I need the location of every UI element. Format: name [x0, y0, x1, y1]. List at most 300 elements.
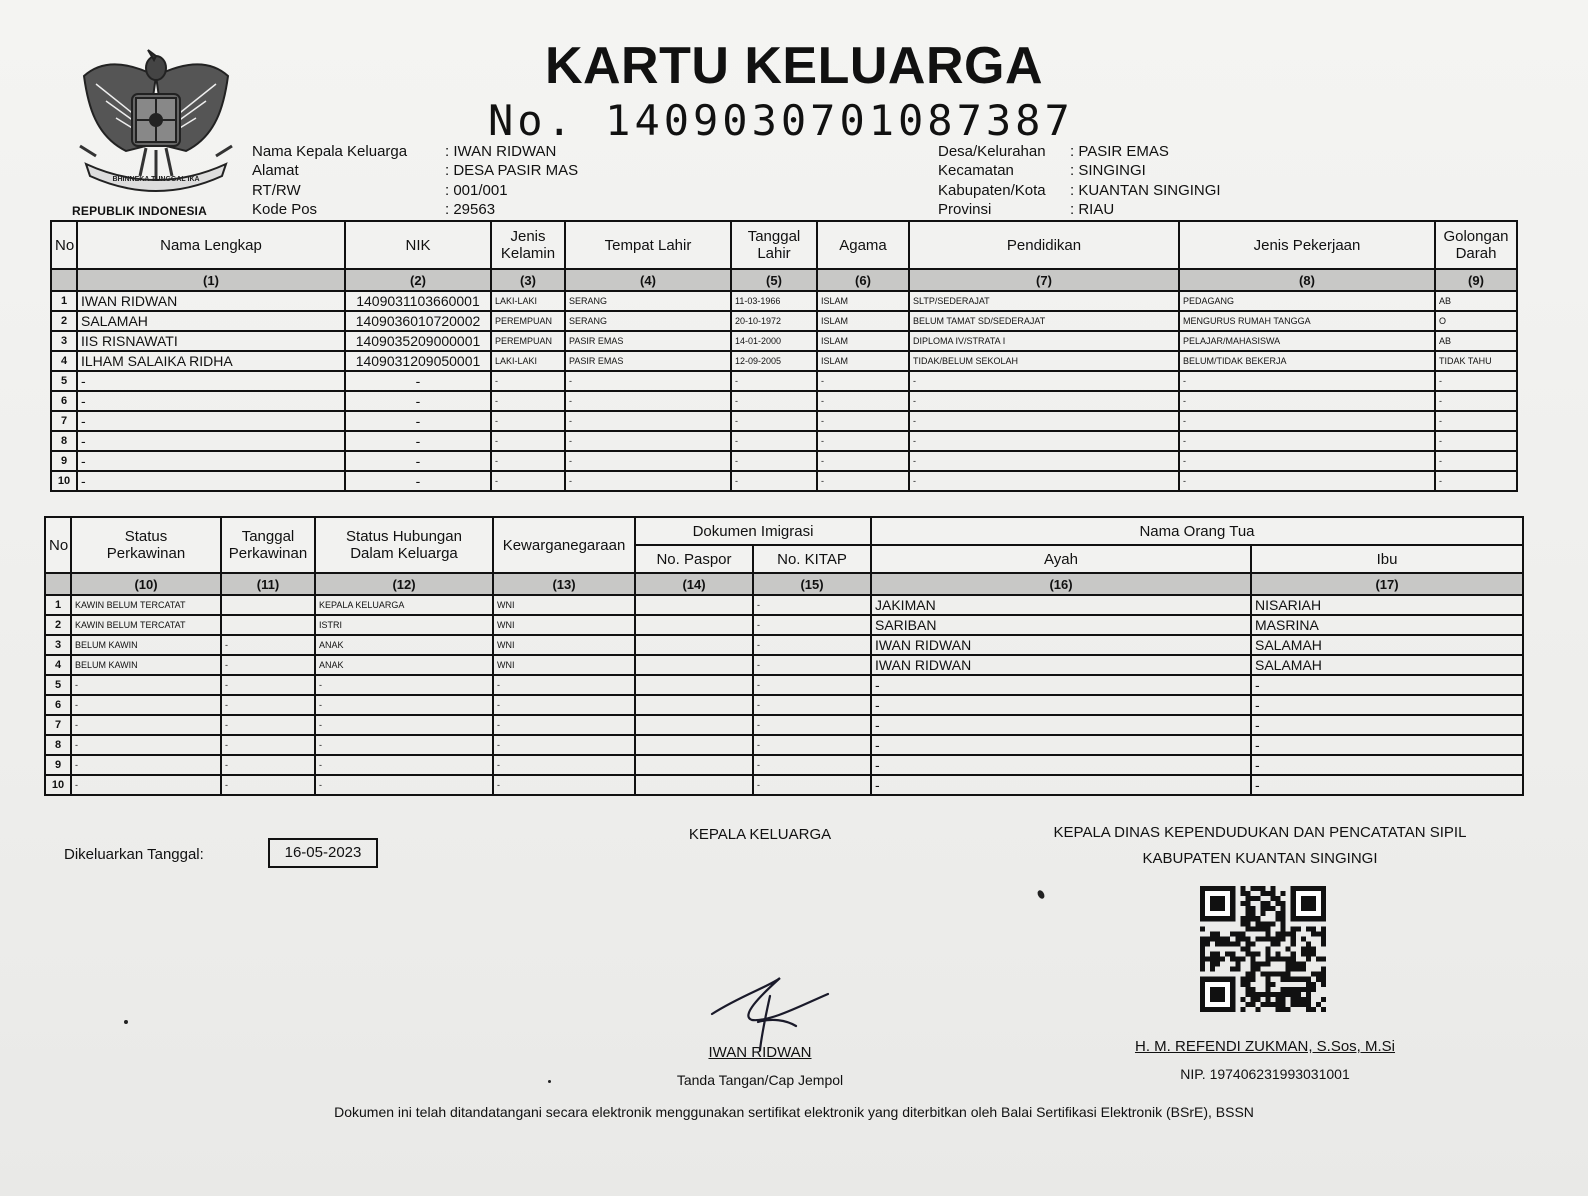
- number-value: 1409030701087387: [605, 96, 1074, 145]
- t2-cell-ayah: -: [871, 675, 1251, 695]
- t2-cell-no-kitap: -: [753, 675, 871, 695]
- t2-cell-status-perkawinan: KAWIN BELUM TERCATAT: [71, 615, 221, 635]
- t2-cell-kewarganegaraan: -: [493, 715, 635, 735]
- header_right-row: [938, 200, 1221, 219]
- t1-cell-jenis-kelamin: PEREMPUAN: [491, 311, 565, 331]
- t1-cell-jenis-kelamin: -: [491, 371, 565, 391]
- t1-cell-no: 5: [51, 371, 77, 391]
- t1-cell-nama-lengkap: IWAN RIDWAN: [77, 291, 345, 311]
- table-row: [45, 675, 1523, 695]
- t1-cell-tanggal-lahir: 14-01-2000: [731, 331, 817, 351]
- issued-date: 16-05-2023: [268, 838, 378, 868]
- table-row: [51, 331, 1517, 351]
- dinas-line-1: KEPALA DINAS KEPENDUDUKAN DAN PENCATATAN SIPIL: [1053, 824, 1467, 841]
- t1-cell-nik: 1409031209050001: [345, 351, 491, 371]
- t2-cell-kewarganegaraan: -: [493, 755, 635, 775]
- t1-cell-tempat-lahir: SERANG: [565, 291, 731, 311]
- t1-cell-jenis-kelamin: PEREMPUAN: [491, 331, 565, 351]
- t1-cell-pendidikan: -: [909, 411, 1179, 431]
- index-cell: (12): [315, 573, 493, 595]
- t1-cell-jenis-kelamin: -: [491, 431, 565, 451]
- t1-cell-golongan-darah: TIDAK TAHU: [1435, 351, 1517, 371]
- header_right-row: [938, 161, 1221, 180]
- t1-cell-agama: -: [817, 431, 909, 451]
- index-cell: (9): [1435, 269, 1517, 291]
- t2-header-status-perkawinan: Status Perkawinan: [71, 517, 221, 573]
- t2-cell-status-perkawinan: -: [71, 735, 221, 755]
- header_right-label: Kecamatan: [938, 162, 1014, 180]
- t2-cell-status-hubungan: ANAK: [315, 655, 493, 675]
- header_left-row: [252, 181, 578, 200]
- document-number: [488, 96, 1074, 145]
- t2-cell-no-paspor: [635, 715, 753, 735]
- t2-header-ibu: Ibu: [1251, 545, 1523, 573]
- t1-cell-tanggal-lahir: 11-03-1966: [731, 291, 817, 311]
- t1-cell-tempat-lahir: -: [565, 451, 731, 471]
- speck: [548, 1080, 551, 1083]
- t2-cell-tanggal-perkawinan: -: [221, 655, 315, 675]
- t2-cell-kewarganegaraan: WNI: [493, 655, 635, 675]
- t2-cell-no: 9: [45, 755, 71, 775]
- t1-cell-agama: ISLAM: [817, 331, 909, 351]
- t1-cell-golongan-darah: -: [1435, 411, 1517, 431]
- t2-cell-ibu: SALAMAH: [1251, 655, 1523, 675]
- header_right-label: Kabupaten/Kota: [938, 181, 1046, 199]
- t1-cell-tanggal-lahir: -: [731, 391, 817, 411]
- table-row: [45, 715, 1523, 735]
- t2-cell-ibu: -: [1251, 675, 1523, 695]
- t2-header-ayah: Ayah: [871, 545, 1251, 573]
- t1-cell-agama: ISLAM: [817, 351, 909, 371]
- t2-cell-no-paspor: [635, 635, 753, 655]
- t2-cell-ibu: -: [1251, 775, 1523, 795]
- index-cell: (16): [871, 573, 1251, 595]
- header_left-value: : IWAN RIDWAN: [445, 143, 557, 160]
- t2-cell-no: 5: [45, 675, 71, 695]
- t2-cell-kewarganegaraan: WNI: [493, 635, 635, 655]
- t2-cell-ayah: -: [871, 695, 1251, 715]
- table-row: [45, 635, 1523, 655]
- t2-cell-ibu: -: [1251, 755, 1523, 775]
- speck: [124, 1020, 128, 1024]
- t1-header-no: No: [51, 221, 77, 269]
- t2-cell-status-hubungan: -: [315, 735, 493, 755]
- t1-cell-nama-lengkap: -: [77, 451, 345, 471]
- t1-cell-pendidikan: -: [909, 371, 1179, 391]
- t2-header-no-paspor: No. Paspor: [635, 545, 753, 573]
- t2-cell-status-hubungan: -: [315, 695, 493, 715]
- index-cell: (5): [731, 269, 817, 291]
- t2-cell-tanggal-perkawinan: -: [221, 755, 315, 775]
- t2-cell-no-paspor: [635, 735, 753, 755]
- table-row: [51, 371, 1517, 391]
- t1-cell-nik: -: [345, 391, 491, 411]
- t2-cell-no: 2: [45, 615, 71, 635]
- t2-cell-kewarganegaraan: -: [493, 675, 635, 695]
- t1-header-agama: Agama: [817, 221, 909, 269]
- index-cell: (1): [77, 269, 345, 291]
- index-cell: [51, 269, 77, 291]
- t2-cell-status-perkawinan: BELUM KAWIN: [71, 635, 221, 655]
- t2-cell-kewarganegaraan: -: [493, 775, 635, 795]
- t2-cell-no: 1: [45, 595, 71, 615]
- t1-cell-jenis-kelamin: -: [491, 471, 565, 491]
- index-cell: (2): [345, 269, 491, 291]
- t1-cell-pendidikan: SLTP/SEDERAJAT: [909, 291, 1179, 311]
- t1-header-tempat-lahir: Tempat Lahir: [565, 221, 731, 269]
- t1-cell-tempat-lahir: SERANG: [565, 311, 731, 331]
- t1-cell-nik: -: [345, 411, 491, 431]
- document-title: KARTU KELUARGA: [544, 37, 1044, 95]
- t1-cell-nama-lengkap: SALAMAH: [77, 311, 345, 331]
- t2-cell-status-perkawinan: KAWIN BELUM TERCATAT: [71, 595, 221, 615]
- t1-cell-jenis-pekerjaan: BELUM/TIDAK BEKERJA: [1179, 351, 1435, 371]
- t2-cell-ayah: IWAN RIDWAN: [871, 635, 1251, 655]
- t2-cell-ayah: -: [871, 735, 1251, 755]
- t1-header-nama-lengkap: Nama Lengkap: [77, 221, 345, 269]
- header_right-label: Desa/Kelurahan: [938, 143, 1046, 160]
- t1-cell-nik: -: [345, 431, 491, 451]
- t1-cell-nik: -: [345, 451, 491, 471]
- t1-cell-golongan-darah: -: [1435, 451, 1517, 471]
- t2-cell-tanggal-perkawinan: [221, 615, 315, 635]
- t2-cell-no-paspor: [635, 655, 753, 675]
- t1-cell-agama: -: [817, 411, 909, 431]
- t2-cell-no-kitap: -: [753, 755, 871, 775]
- t1-cell-golongan-darah: -: [1435, 371, 1517, 391]
- t1-header-tanggal-lahir: Tanggal Lahir: [731, 221, 817, 269]
- official-nip: NIP. 197406231993031001: [1180, 1066, 1350, 1082]
- t2-cell-tanggal-perkawinan: -: [221, 675, 315, 695]
- table-row: [45, 655, 1523, 675]
- t1-cell-pendidikan: TIDAK/BELUM SEKOLAH: [909, 351, 1179, 371]
- electronic-signature-disclaimer: Dokumen ini telah ditandatangani secara elektronik menggunakan sertifikat elektronik yang diterbitkan oleh Balai Sertifikasi Elektronik (BSrE), BSSN: [334, 1104, 1254, 1120]
- t2-cell-tanggal-perkawinan: -: [221, 735, 315, 755]
- t2-cell-tanggal-perkawinan: -: [221, 775, 315, 795]
- t2-cell-ibu: -: [1251, 715, 1523, 735]
- t1-cell-agama: -: [817, 371, 909, 391]
- t2-cell-no: 7: [45, 715, 71, 735]
- dinas-title: [1020, 820, 1500, 872]
- table-row: [45, 755, 1523, 775]
- t1-cell-jenis-pekerjaan: -: [1179, 391, 1435, 411]
- header_left-label: RT/RW: [252, 181, 301, 199]
- t1-cell-no: 9: [51, 451, 77, 471]
- t1-cell-jenis-pekerjaan: PELAJAR/MAHASISWA: [1179, 331, 1435, 351]
- index-cell: (14): [635, 573, 753, 595]
- t2-cell-no-kitap: -: [753, 615, 871, 635]
- t1-cell-pendidikan: -: [909, 391, 1179, 411]
- t2-cell-tanggal-perkawinan: -: [221, 695, 315, 715]
- t1-cell-no: 3: [51, 331, 77, 351]
- index-cell: (13): [493, 573, 635, 595]
- t1-cell-golongan-darah: AB: [1435, 291, 1517, 311]
- header_right-value: : SINGINGI: [1070, 162, 1146, 180]
- t2-cell-no: 4: [45, 655, 71, 675]
- t1-cell-agama: -: [817, 471, 909, 491]
- t2-cell-no-kitap: -: [753, 635, 871, 655]
- header_left-value: : DESA PASIR MAS: [445, 162, 579, 180]
- header_right-value: : RIAU: [1070, 201, 1115, 219]
- t1-cell-pendidikan: -: [909, 471, 1179, 491]
- t2-cell-no-kitap: -: [753, 775, 871, 795]
- table-row: [45, 735, 1523, 755]
- t2-cell-no-paspor: [635, 615, 753, 635]
- t2-cell-status-perkawinan: -: [71, 775, 221, 795]
- t1-cell-jenis-kelamin: -: [491, 451, 565, 471]
- t1-cell-pendidikan: BELUM TAMAT SD/SEDERAJAT: [909, 311, 1179, 331]
- t1-cell-tanggal-lahir: 20-10-1972: [731, 311, 817, 331]
- t1-cell-no: 10: [51, 471, 77, 491]
- t1-cell-jenis-pekerjaan: -: [1179, 471, 1435, 491]
- t1-cell-agama: ISLAM: [817, 311, 909, 331]
- t2-cell-status-hubungan: -: [315, 775, 493, 795]
- t1-header-jenis-kelamin: Jenis Kelamin: [491, 221, 565, 269]
- t2-header-nama-orang-tua: Nama Orang Tua: [871, 517, 1523, 545]
- issued-label: Dikeluarkan Tanggal:: [64, 846, 204, 863]
- t2-cell-status-perkawinan: -: [71, 675, 221, 695]
- t1-cell-tempat-lahir: -: [565, 391, 731, 411]
- index-cell: (7): [909, 269, 1179, 291]
- t1-cell-golongan-darah: -: [1435, 431, 1517, 451]
- table-row: [45, 695, 1523, 715]
- svg-text:BHINNEKA TUNGGAL IKA: BHINNEKA TUNGGAL IKA: [112, 176, 200, 183]
- t2-cell-status-perkawinan: -: [71, 755, 221, 775]
- t1-cell-no: 6: [51, 391, 77, 411]
- t1-cell-jenis-pekerjaan: -: [1179, 451, 1435, 471]
- t2-cell-tanggal-perkawinan: -: [221, 635, 315, 655]
- t1-header-nik: NIK: [345, 221, 491, 269]
- table-row: [51, 391, 1517, 411]
- t2-cell-tanggal-perkawinan: [221, 595, 315, 615]
- t2-header-no-kitap: No. KITAP: [753, 545, 871, 573]
- t1-cell-jenis-kelamin: -: [491, 411, 565, 431]
- t2-cell-status-hubungan: ANAK: [315, 635, 493, 655]
- t1-cell-jenis-kelamin: LAKI-LAKI: [491, 291, 565, 311]
- t1-cell-tanggal-lahir: 12-09-2005: [731, 351, 817, 371]
- table-row: [51, 311, 1517, 331]
- t1-cell-tempat-lahir: -: [565, 411, 731, 431]
- t1-cell-nik: 1409031103660001: [345, 291, 491, 311]
- family-members-table: [50, 220, 1518, 492]
- handwritten-signature: [700, 966, 840, 1056]
- t1-cell-tempat-lahir: -: [565, 471, 731, 491]
- t2-header-tanggal-perkawinan: Tanggal Perkawinan: [221, 517, 315, 573]
- t1-cell-jenis-pekerjaan: -: [1179, 411, 1435, 431]
- index-cell: (6): [817, 269, 909, 291]
- t1-cell-nik: 1409035209000001: [345, 331, 491, 351]
- t2-cell-kewarganegaraan: -: [493, 695, 635, 715]
- t1-cell-golongan-darah: -: [1435, 471, 1517, 491]
- header_left-row: [252, 200, 578, 219]
- t1-cell-jenis-pekerjaan: MENGURUS RUMAH TANGGA: [1179, 311, 1435, 331]
- table-row: [51, 451, 1517, 471]
- t2-cell-status-hubungan: -: [315, 675, 493, 695]
- t1-cell-tanggal-lahir: -: [731, 431, 817, 451]
- t1-cell-agama: -: [817, 451, 909, 471]
- index-cell: (15): [753, 573, 871, 595]
- t1-cell-tempat-lahir: -: [565, 431, 731, 451]
- t2-cell-no-paspor: [635, 695, 753, 715]
- t2-cell-no: 8: [45, 735, 71, 755]
- t2-cell-no-kitap: -: [753, 655, 871, 675]
- t1-cell-nik: 1409036010720002: [345, 311, 491, 331]
- index-cell: (3): [491, 269, 565, 291]
- t1-cell-jenis-pekerjaan: PEDAGANG: [1179, 291, 1435, 311]
- t1-cell-tempat-lahir: -: [565, 371, 731, 391]
- t1-cell-no: 8: [51, 431, 77, 451]
- table-row: [51, 411, 1517, 431]
- t2-cell-no: 10: [45, 775, 71, 795]
- header_left-label: Alamat: [252, 162, 299, 180]
- index-cell: (11): [221, 573, 315, 595]
- t2-cell-status-hubungan: -: [315, 715, 493, 735]
- t2-cell-ibu: NISARIAH: [1251, 595, 1523, 615]
- t2-cell-status-perkawinan: -: [71, 695, 221, 715]
- t2-cell-no-kitap: -: [753, 595, 871, 615]
- t1-cell-golongan-darah: AB: [1435, 331, 1517, 351]
- t2-cell-status-hubungan: -: [315, 755, 493, 775]
- t1-cell-no: 7: [51, 411, 77, 431]
- t1-cell-tempat-lahir: PASIR EMAS: [565, 331, 731, 351]
- signature-caption: Tanda Tangan/Cap Jempol: [676, 1072, 844, 1088]
- t1-cell-nama-lengkap: -: [77, 391, 345, 411]
- t1-cell-pendidikan: -: [909, 431, 1179, 451]
- t2-cell-ayah: -: [871, 775, 1251, 795]
- t2-cell-kewarganegaraan: -: [493, 735, 635, 755]
- t1-cell-nama-lengkap: IIS RISNAWATI: [77, 331, 345, 351]
- table-row: [51, 351, 1517, 371]
- t1-cell-nama-lengkap: -: [77, 471, 345, 491]
- header_right-value: : PASIR EMAS: [1070, 143, 1169, 160]
- header_left-label: Kode Pos: [252, 201, 318, 219]
- t1-cell-jenis-kelamin: -: [491, 391, 565, 411]
- t1-cell-golongan-darah: O: [1435, 311, 1517, 331]
- t2-header-dokumen-imigrasi: Dokumen Imigrasi: [635, 517, 871, 545]
- t2-cell-no-kitap: -: [753, 695, 871, 715]
- header_right-value: : KUANTAN SINGINGI: [1070, 181, 1221, 199]
- t1-header-pendidikan: Pendidikan: [909, 221, 1179, 269]
- kepala-keluarga-label: KEPALA KELUARGA: [688, 826, 832, 843]
- index-cell: (10): [71, 573, 221, 595]
- header-left: [252, 142, 578, 220]
- t1-cell-nama-lengkap: -: [77, 431, 345, 451]
- header_left-value: : 001/001: [445, 181, 508, 199]
- t2-cell-no-paspor: [635, 595, 753, 615]
- number-label: No.: [488, 96, 576, 145]
- t1-cell-jenis-pekerjaan: -: [1179, 431, 1435, 451]
- table-row: [51, 471, 1517, 491]
- t1-cell-golongan-darah: -: [1435, 391, 1517, 411]
- t2-cell-no-kitap: -: [753, 735, 871, 755]
- t2-cell-status-hubungan: KEPALA KELUARGA: [315, 595, 493, 615]
- t2-header-status-hubungan: Status Hubungan Dalam Keluarga: [315, 517, 493, 573]
- index-cell: [45, 573, 71, 595]
- index-cell: (8): [1179, 269, 1435, 291]
- qr-code-icon: [1200, 884, 1326, 1014]
- dinas-line-2: KABUPATEN KUANTAN SINGINGI: [1142, 850, 1378, 867]
- t1-cell-agama: ISLAM: [817, 291, 909, 311]
- t1-cell-tempat-lahir: PASIR EMAS: [565, 351, 731, 371]
- t2-cell-ayah: -: [871, 755, 1251, 775]
- t2-cell-no-paspor: [635, 755, 753, 775]
- table-row: [45, 595, 1523, 615]
- t2-cell-kewarganegaraan: WNI: [493, 595, 635, 615]
- emblem-caption: REPUBLIK INDONESIA: [72, 204, 207, 218]
- t1-header-jenis-pekerjaan: Jenis Pekerjaan: [1179, 221, 1435, 269]
- t1-cell-nama-lengkap: -: [77, 371, 345, 391]
- t1-cell-tanggal-lahir: -: [731, 451, 817, 471]
- header_left-value: : 29563: [445, 201, 496, 219]
- t2-cell-status-perkawinan: BELUM KAWIN: [71, 655, 221, 675]
- speck: [1036, 889, 1046, 900]
- t2-cell-kewarganegaraan: WNI: [493, 615, 635, 635]
- t1-cell-nama-lengkap: ILHAM SALAIKA RIDHA: [77, 351, 345, 371]
- t2-cell-tanggal-perkawinan: -: [221, 715, 315, 735]
- kepala-keluarga-name: IWAN RIDWAN: [708, 1044, 812, 1061]
- t1-cell-nama-lengkap: -: [77, 411, 345, 431]
- t1-cell-nik: -: [345, 371, 491, 391]
- t2-cell-ayah: SARIBAN: [871, 615, 1251, 635]
- official-name: H. M. REFENDI ZUKMAN, S.Sos, M.Si: [1134, 1038, 1396, 1055]
- table-row: [45, 775, 1523, 795]
- header-right: [938, 142, 1221, 220]
- index-cell: (4): [565, 269, 731, 291]
- header_right-row: [938, 142, 1221, 161]
- header_left-row: [252, 142, 578, 161]
- t1-cell-agama: -: [817, 391, 909, 411]
- t1-cell-pendidikan: DIPLOMA IV/STRATA I: [909, 331, 1179, 351]
- t2-cell-ayah: -: [871, 715, 1251, 735]
- index-cell: (17): [1251, 573, 1523, 595]
- table-row: [51, 431, 1517, 451]
- t2-cell-no: 6: [45, 695, 71, 715]
- t2-cell-ibu: -: [1251, 735, 1523, 755]
- t2-cell-status-hubungan: ISTRI: [315, 615, 493, 635]
- t2-cell-no-paspor: [635, 775, 753, 795]
- t1-cell-pendidikan: -: [909, 451, 1179, 471]
- t2-cell-ayah: IWAN RIDWAN: [871, 655, 1251, 675]
- table-row: [51, 291, 1517, 311]
- t1-cell-nik: -: [345, 471, 491, 491]
- t2-cell-ayah: JAKIMAN: [871, 595, 1251, 615]
- t1-cell-jenis-kelamin: LAKI-LAKI: [491, 351, 565, 371]
- t1-cell-tanggal-lahir: -: [731, 411, 817, 431]
- t2-header-no: No: [45, 517, 71, 573]
- t1-cell-no: 2: [51, 311, 77, 331]
- header_right-label: Provinsi: [938, 201, 992, 219]
- t1-cell-tanggal-lahir: -: [731, 371, 817, 391]
- t2-cell-ibu: MASRINA: [1251, 615, 1523, 635]
- t2-cell-status-perkawinan: -: [71, 715, 221, 735]
- table-row: [45, 615, 1523, 635]
- family-status-table: [44, 516, 1524, 796]
- t1-cell-no: 1: [51, 291, 77, 311]
- t1-cell-no: 4: [51, 351, 77, 371]
- t2-cell-no-paspor: [635, 675, 753, 695]
- t2-cell-ibu: SALAMAH: [1251, 635, 1523, 655]
- t2-cell-no-kitap: -: [753, 715, 871, 735]
- header_right-row: [938, 181, 1221, 200]
- t1-header-golongan-darah: Golongan Darah: [1435, 221, 1517, 269]
- t2-cell-ibu: -: [1251, 695, 1523, 715]
- header_left-label: Nama Kepala Keluarga: [252, 143, 408, 160]
- t1-cell-jenis-pekerjaan: -: [1179, 371, 1435, 391]
- t1-cell-tanggal-lahir: -: [731, 471, 817, 491]
- t2-header-kewarganegaraan: Kewarganegaraan: [493, 517, 635, 573]
- header_left-row: [252, 161, 578, 180]
- t2-cell-no: 3: [45, 635, 71, 655]
